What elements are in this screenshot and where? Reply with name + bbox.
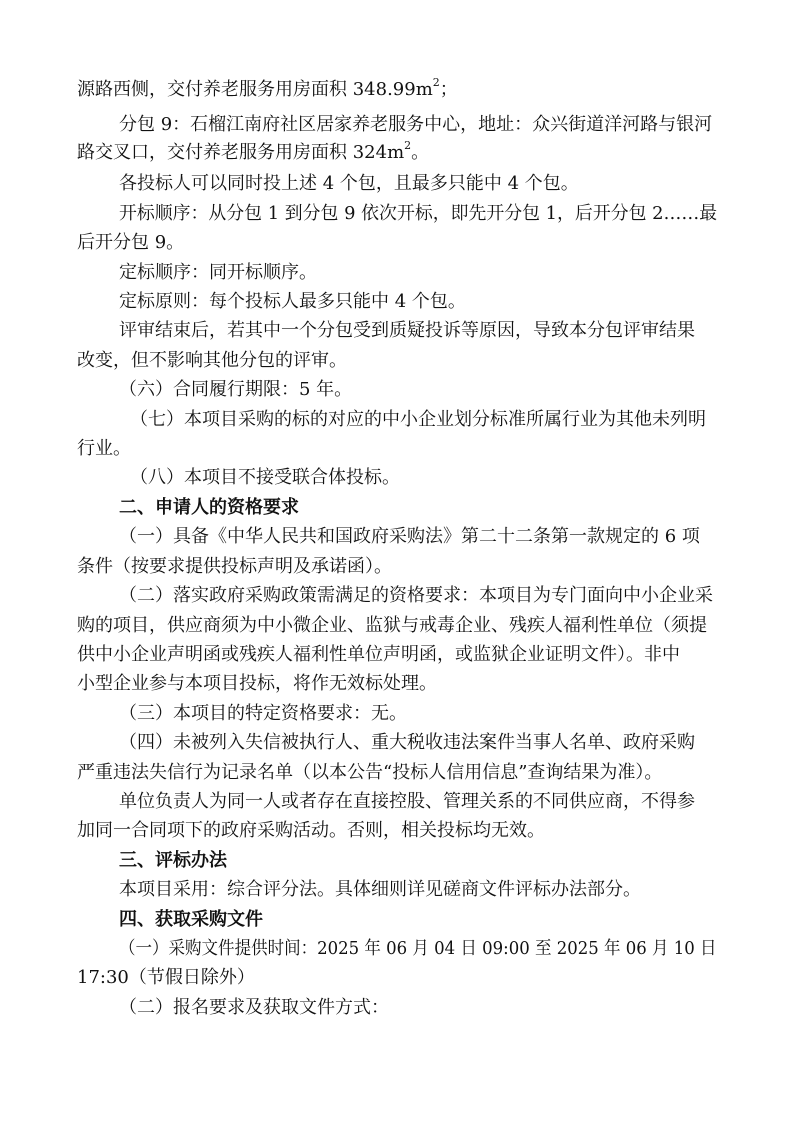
text-span: 源路西侧，交付养老服务用房面积 348.99m bbox=[77, 79, 433, 100]
superscript-text: 2 bbox=[404, 139, 412, 152]
section-heading: 二、申请人的资格要求 bbox=[119, 497, 299, 518]
superscript-text: 2 bbox=[432, 76, 440, 89]
text-line: 供中小企业声明函或残疾人福利性单位声明函，或监狱企业证明文件）。非中 bbox=[77, 644, 680, 665]
text-line: 开标顺序：从分包 1 到分包 9 依次开标，即先开分包 1，后开分包 2……最 bbox=[119, 203, 718, 224]
text-line: 行业。 bbox=[77, 438, 131, 459]
text-line: 加同一合同项下的政府采购活动。否则，相关投标均无效。 bbox=[77, 820, 545, 841]
text-line: 后开分包 9。 bbox=[77, 232, 185, 253]
text-line: （八）本项目不接受联合体投标。 bbox=[130, 467, 400, 488]
text-line: 本项目采用：综合评分法。具体细则详见磋商文件评标办法部分。 bbox=[119, 879, 641, 900]
text-line: 改变，但不影响其他分包的评审。 bbox=[77, 350, 347, 371]
text-line: （二）落实政府采购政策需满足的资格要求：本项目为专门面向中小企业采 bbox=[119, 585, 713, 606]
text-line: 定标原则：每个投标人最多只能中 4 个包。 bbox=[119, 291, 466, 312]
text-line: 严重违法失信行为记录名单（以本公告“投标人信用信息”查询结果为准）。 bbox=[77, 762, 663, 783]
text-span: 路交叉口，交付养老服务用房面积 324m bbox=[77, 142, 405, 163]
text-line: 定标顺序：同开标顺序。 bbox=[119, 262, 317, 283]
text-line: 单位负责人为同一人或者存在直接控股、管理关系的不同供应商，不得参 bbox=[119, 791, 695, 812]
text-line: （七）本项目采购的标的对应的中小企业划分标准所属行业为其他未列明 bbox=[130, 409, 706, 430]
section-heading: 三、评标办法 bbox=[119, 850, 227, 871]
text-line: 小型企业参与本项目投标，将作无效标处理。 bbox=[77, 673, 437, 694]
text-span: ； bbox=[439, 79, 458, 100]
text-line bbox=[77, 139, 430, 164]
text-line: 评审结束后，若其中一个分包受到质疑投诉等原因，导致本分包评审结果 bbox=[119, 320, 695, 341]
text-line: 17:30（节假日除外） bbox=[77, 967, 255, 988]
text-line: 分包 9：石榴江南府社区居家养老服务中心，地址：众兴街道洋河路与银河 bbox=[119, 114, 713, 135]
text-span: 。 bbox=[411, 142, 430, 163]
text-line: （二）报名要求及获取文件方式： bbox=[119, 997, 389, 1018]
text-line: （六）合同履行期限：5 年。 bbox=[119, 379, 353, 400]
text-line: 条件（按要求提供投标声明及承诺函）。 bbox=[77, 556, 392, 577]
text-line: （一）采购文件提供时间：2025 年 06 月 04 日 09:00 至 2025 年 06 月 10 日 bbox=[119, 938, 717, 959]
text-line: （三）本项目的特定资格要求：无。 bbox=[119, 703, 407, 724]
text-line: （一）具备《中华人民共和国政府采购法》第二十二条第一款规定的 6 项 bbox=[119, 526, 700, 547]
text-line: 购的项目，供应商须为中小微企业、监狱与戒毒企业、残疾人福利性单位（须提 bbox=[77, 615, 707, 636]
text-line bbox=[77, 76, 458, 101]
text-line: 各投标人可以同时投上述 4 个包，且最多只能中 4 个包。 bbox=[119, 173, 579, 194]
section-heading: 四、获取采购文件 bbox=[119, 909, 263, 930]
text-line: （四）未被列入失信被执行人、重大税收违法案件当事人名单、政府采购 bbox=[119, 732, 695, 753]
